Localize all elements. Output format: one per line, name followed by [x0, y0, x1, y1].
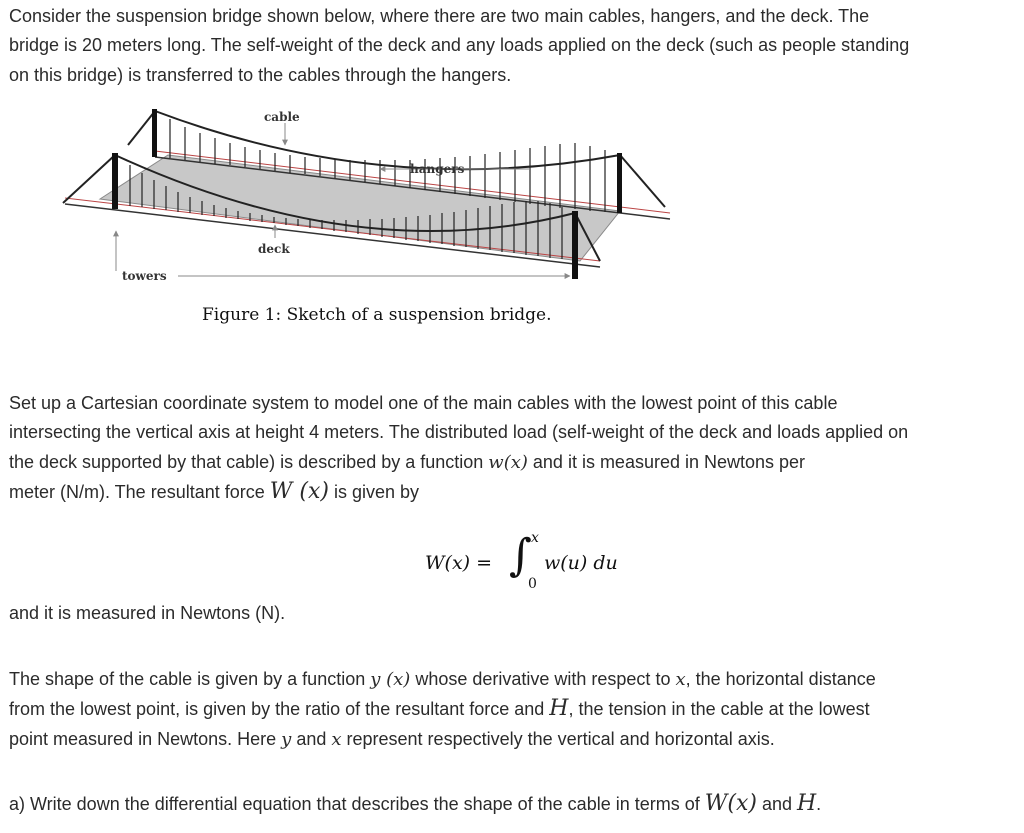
shape-line-2: from the lowest point, is given by the ratio of the resultant force and H, the tension in the cable at the lowest: [9, 696, 870, 722]
integral-upper-limit: x: [531, 530, 539, 546]
shape-line-3: point measured in Newtons. Here y and x represent respectively the vertical and horizontal axis.: [9, 728, 775, 750]
back-right-tower: [617, 153, 622, 213]
front-right-tower: [572, 211, 578, 279]
integral-lower-limit: 0: [528, 576, 537, 592]
question-a: a) Write down the differential equation that describes the shape of the cable in terms of W(x) and H.: [9, 791, 822, 816]
shape-paragraph: [9, 665, 1024, 754]
label-towers: towers: [122, 269, 167, 283]
resultant-force-equation: [425, 530, 685, 600]
setup-line-2: intersecting the vertical axis at height 4 meters. The distributed load (self-weight of the deck and loads applied on: [9, 422, 909, 443]
label-hangers: hangers: [410, 162, 465, 176]
equation-lhs: W(x) =: [425, 552, 493, 574]
suspension-bridge-figure: [60, 103, 680, 293]
units-note: and it is measured in Newtons (N).: [9, 603, 286, 623]
setup-paragraph: [9, 389, 1024, 508]
math-H-q: H: [796, 791, 817, 816]
back-cable: [155, 111, 620, 169]
integral-sign: ∫: [509, 530, 532, 581]
intro-line-1: Consider the suspension bridge shown below, where there are two main cables, hangers, and the deck. The: [9, 6, 870, 26]
math-y-of-x: y (x): [370, 669, 411, 690]
integrand: w(u) du: [544, 552, 618, 574]
label-deck: deck: [258, 242, 290, 256]
front-left-tower: [112, 153, 118, 209]
back-left-tower: [152, 109, 157, 157]
setup-line-1: Set up a Cartesian coordinate system to model one of the main cables with the lowest point of this cable: [9, 393, 838, 413]
math-W-of-x-q: W(x): [704, 791, 757, 816]
math-H: H: [549, 696, 569, 722]
math-w-of-x: w(x): [488, 451, 528, 473]
intro-line-2: bridge is 20 meters long. The self-weight of the deck and any loads applied on the deck (such as people standing: [9, 35, 910, 56]
setup-line-4: meter (N/m). The resultant force W (x) is given by: [9, 479, 419, 505]
intro-paragraph: [9, 2, 1024, 90]
setup-line-3: the deck supported by that cable) is described by a function w(x) and it is measured in Newtons per: [9, 451, 806, 473]
label-cable: cable: [264, 110, 300, 124]
math-W-of-x: W (x): [269, 479, 329, 505]
shape-line-1: The shape of the cable is given by a function y (x) whose derivative with respect to x, the horizontal distance: [9, 669, 876, 690]
intro-line-3: on this bridge) is transferred to the cables through the hangers.: [9, 64, 512, 85]
figure-caption: Figure 1: Sketch of a suspension bridge.: [202, 305, 552, 325]
